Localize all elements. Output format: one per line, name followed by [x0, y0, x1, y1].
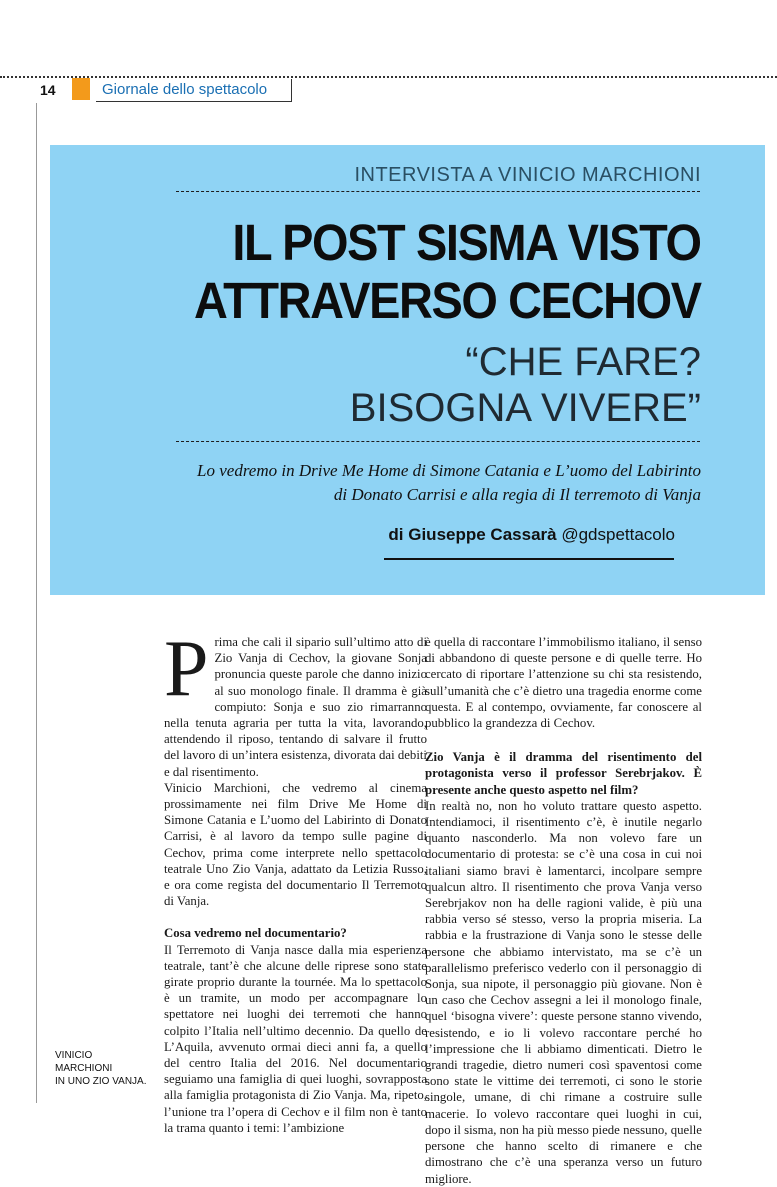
article-column-1	[164, 625, 427, 1136]
caption-line-2: MARCHIONI	[55, 1063, 113, 1074]
dashed-rule-bottom	[176, 441, 700, 442]
section-marker	[72, 78, 90, 100]
byline-rule	[384, 558, 674, 560]
headline-line-1: IL POST SISMA VISTO	[232, 214, 702, 271]
pull-quote-line-2: BISOGNA VIVERE”	[349, 386, 701, 430]
interview-question-1: Cosa vedremo nel documentario?	[164, 926, 347, 941]
subtitle-line-1: Lo vedremo in Drive Me Home di Simone Catania e L’uomo del Labirinto	[197, 461, 701, 480]
pull-quote-line-1: “CHE FARE?	[465, 340, 701, 384]
byline-handle: @gdspettacolo	[561, 525, 675, 544]
col1-paragraph-2: Vinicio Marchioni, che vedremo al cinema prossimamente nei film Drive Me Home di Simone Catania e L’uomo del Labirinto di Donato Carrisi, è al lavoro da tempo sulle pagine di Cechov, prima come interprete nello spettacolo teatrale Uno Zio Vanja, adattato da Letizia Russo, e ora come regista del documentario Il Terremoto di Vanja.	[164, 780, 427, 909]
subtitle	[141, 459, 701, 507]
col2-paragraph-1: è quella di raccontare l’immobilismo italiano, il senso di abbandono di queste persone e di quelle terre. Ho cercato di riportare l’attenzione su chi sta resistendo, sull’umanità che c’è dietro una tragedia enorme come questa. E al contempo, ovviamente, far conoscere al pubblico la grandezza di Cechov.	[425, 635, 702, 731]
byline	[388, 525, 675, 545]
photo-caption	[55, 1049, 147, 1088]
byline-author: di Giuseppe Cassarà	[388, 525, 557, 544]
col1-paragraph-3: Il Terremoto di Vanja nasce dalla mia esperienza teatrale, tant’è che alcune delle riprese sono state girate proprio durante la tournée. Ma lo spettacolo è un tramite, un modo per accompagnare lo spettatore nei luoghi dei terremoti che hanno colpito l’Italia nell’ultimo decennio. Da quello de L’Aquila, avvenuto ormai dieci anni fa, a quello del centro Italia del 2016. Nel documentario seguiamo una famiglia di quei luoghi, sovrapposta alla famiglia protagonista di Zio Vanja. Ma, ripeto, l’unione tra l’opera di Cechov e il film non è tanto la trama quanto i temi: l’ambizione	[164, 942, 427, 1135]
drop-cap: P	[164, 625, 209, 713]
caption-line-1: VINICIO	[55, 1050, 93, 1061]
interview-question-2: Zio Vanja è il dramma del risentimento del protagonista verso il professor Serebrjakov. È presente anche questo aspetto nel film?	[425, 750, 702, 797]
dashed-rule-top	[176, 191, 700, 192]
col1-paragraph-1: rima che cali il sipario sull’ultimo atto di Zio Vanja di Cechov, la giovane Sonja pronuncia queste parole che danno inizio al suo monologo finale. Il dramma è già compiuto: Sonja e suo zio rimarranno nella tenuta agraria per tutta la vita, lavorando, attendendo il riposo, tentando di salvare il frutto del lavoro di un’intera esistenza, divorata dai debiti e dal risentimento.	[164, 635, 427, 779]
caption-line-3: IN UNO ZIO VANJA.	[55, 1076, 147, 1087]
article-column-2	[425, 634, 702, 1187]
margin-rule	[36, 103, 37, 1103]
section-title: Giornale dello spettacolo	[96, 79, 292, 102]
page-number: 14	[40, 82, 56, 98]
col2-paragraph-2: In realtà no, non ho voluto trattare questo aspetto. Intendiamoci, il risentimento c’è, è inutile negarlo quanto nasconderlo. Ma non volevo fare un documentario di protesta: se c’è una cosa in cui noi italiani siamo bravi è lamentarci, incolpare sempre qualcun altro. Il risentimento che prova Vanja verso Serebrjakov non ha delle ragioni valide, è più una rabbia verso sé stesso, verso la propria miseria. La rabbia e la frustrazione di Vanja sono le stesse delle persone che abbiamo intervistato, ma se c’è un parallelismo preferisco vederlo con il personaggio di Sonja, sua nipote, il personaggio più giovane. Non è un caso che Cechov assegni a lei il monologo finale, quel ‘bisogna vivere’: queste persone stanno vivendo, resistendo, e io li volevo raccontare perché ho l’impressione che li abbiamo dimenticati. Dietro le grandi tragedie, dietro numeri così spaventosi come sono state le vittime dei terremoti, ci sono le storie singole, umane, di chi rimane a costruire sulle macerie. Io volevo raccontare quei luoghi in cui, dopo il sisma, non ha più messo piede nessuno, quelle persone che hanno scelto di rimanere e che dimostrano che c’è una speranza verso un futuro migliore.	[425, 798, 702, 1186]
subtitle-line-2: di Donato Carrisi e alla regia di Il terremoto di Vanja	[333, 485, 701, 504]
top-dotted-rule	[0, 76, 777, 78]
headline	[194, 214, 701, 330]
kicker: INTERVISTA A VINICIO MARCHIONI	[354, 164, 701, 186]
pull-quote	[350, 339, 701, 431]
headline-line-2: ATTRAVERSO CECHOV	[194, 272, 701, 329]
